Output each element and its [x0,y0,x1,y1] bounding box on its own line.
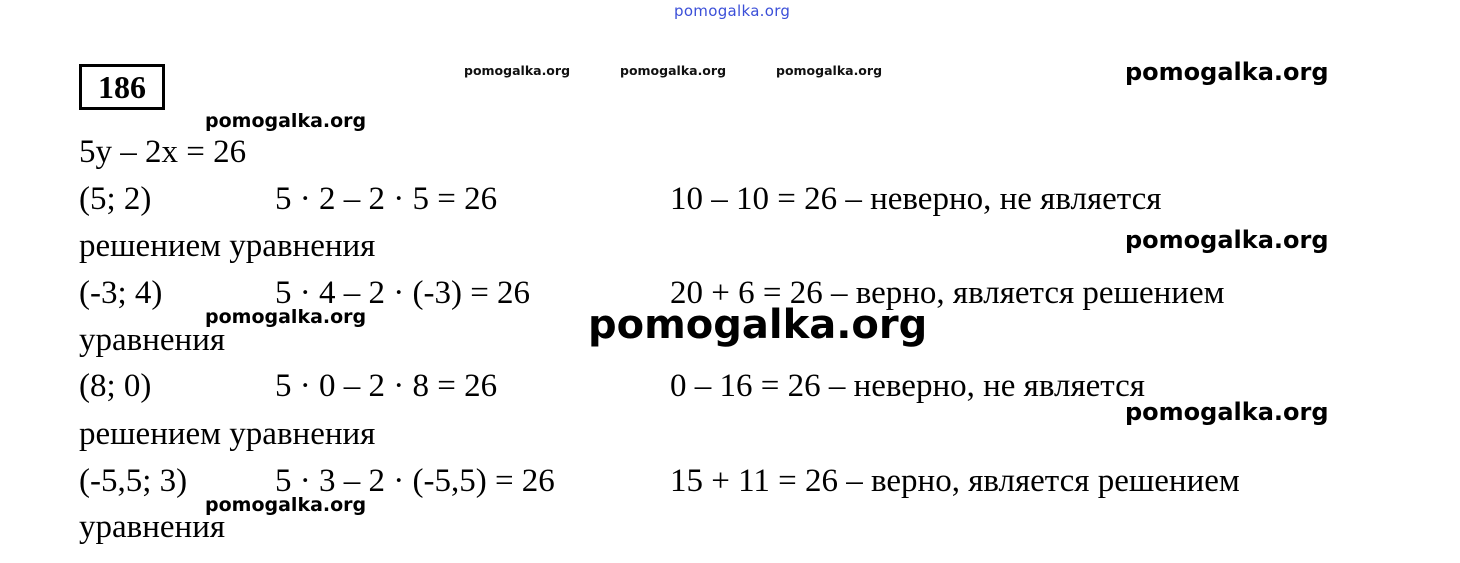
watermark-right-1: pomogalka.org [1125,58,1329,86]
row-4-substitution: 5 · 3 – 2 · (-5,5) = 26 [275,463,555,499]
row-3-continuation: решением уравнения [79,416,376,452]
row-1-continuation: решением уравнения [79,228,376,264]
problem-number: 186 [79,64,165,110]
watermark-left-2: pomogalka.org [205,306,367,328]
row-4-point: (-5,5; 3) [79,463,188,499]
row-1-substitution: 5 · 2 – 2 · 5 = 26 [275,181,498,217]
row-3-result: 0 – 16 = 26 – неверно, не является [670,368,1145,404]
row-1-result: 10 – 10 = 26 – неверно, не является [670,181,1162,217]
row-2-substitution: 5 · 4 – 2 · (-3) = 26 [275,275,531,311]
row-2-point: (-3; 4) [79,275,163,311]
row-4-result: 15 + 11 = 26 – верно, является решением [670,463,1240,499]
row-4-continuation: уравнения [79,509,226,545]
equation: 5y – 2x = 26 [79,134,247,170]
row-2-continuation: уравнения [79,322,226,358]
watermark-small-2: pomogalka.org [620,63,727,78]
watermark-center: pomogalka.org [588,302,928,348]
watermark-left-3: pomogalka.org [205,494,367,516]
row-1-point: (5; 2) [79,181,152,217]
watermark-top[interactable]: pomogalka.org [674,2,791,20]
row-3-point: (8; 0) [79,368,152,404]
row-3-substitution: 5 · 0 – 2 · 8 = 26 [275,368,498,404]
watermark-right-2: pomogalka.org [1125,226,1329,254]
watermark-small-3: pomogalka.org [776,63,883,78]
watermark-left-1: pomogalka.org [205,110,367,132]
watermark-small-1: pomogalka.org [464,63,571,78]
watermark-right-3: pomogalka.org [1125,398,1329,426]
row-2-result: 20 + 6 = 26 – верно, является решением [670,275,1225,311]
